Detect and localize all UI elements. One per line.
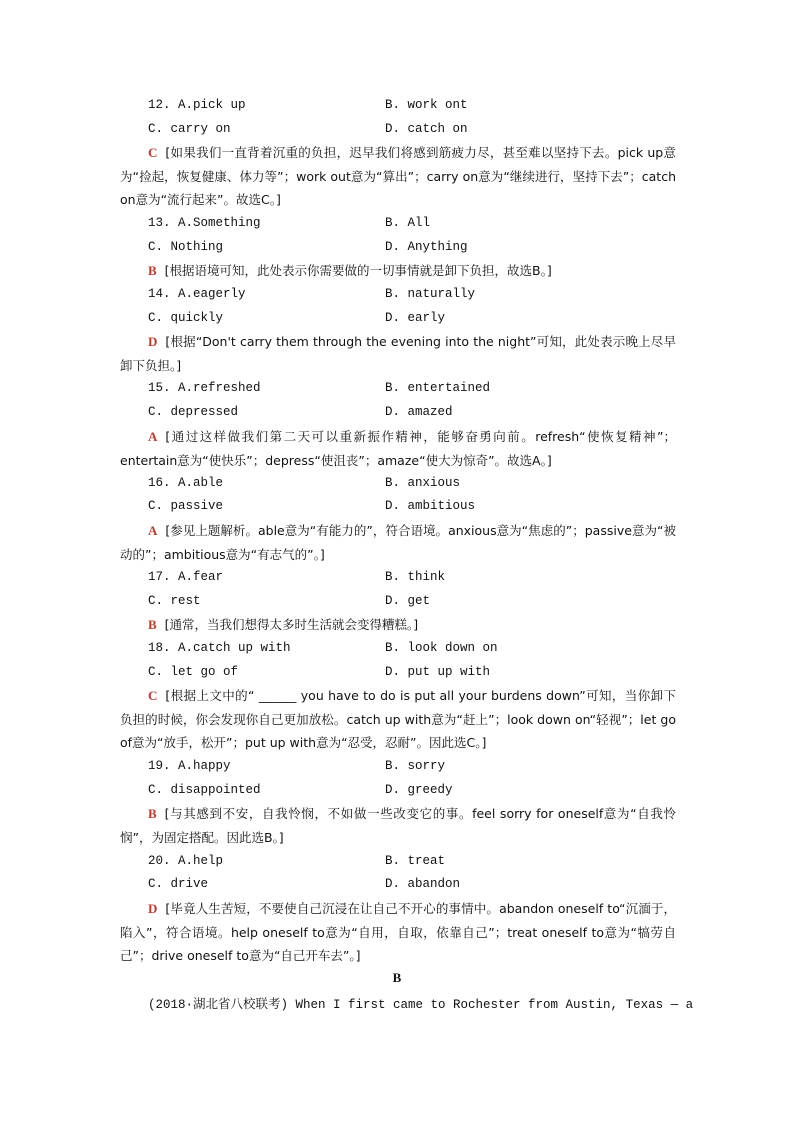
explanation-text: [参见上题解析。able意为“有能力的”，符合语境。anxious意为“焦虑的”；passive意为“被动的”；ambitious意为“有志气的”。] [120,523,676,562]
option-d: D. get [385,594,431,608]
answer-explanation [120,613,676,637]
options-row [148,476,688,500]
option-d: D. greedy [385,783,453,797]
option-d: D. catch on [385,122,468,136]
option-b: B. treat [385,854,446,868]
option-a: 13. A.Something [148,216,261,230]
option-c: C. drive [148,877,209,891]
option-b: B. look down on [385,641,498,655]
option-a: 15. A.refreshed [148,381,261,395]
explanation-text: [根据“Don't carry them through the evening into the night”可知，此处表示晚上尽早卸下负担。] [120,334,676,373]
option-a: 14. A.eagerly [148,287,246,301]
option-c: C. let go of [148,665,239,679]
explanation-text: [通过这样做我们第二天可以重新振作精神，能够奋勇向前。refresh“使恢复精神”；entertain意为“使快乐”；depress“使沮丧”；amaze“使大为惊奇”。故选A。] [120,429,676,468]
option-a: 16. A.able [148,476,224,490]
option-d: D. Anything [385,240,468,254]
answer-key: D [148,334,158,349]
options-row [148,854,688,878]
option-c: C. depressed [148,405,239,419]
option-c: C. Nothing [148,240,224,254]
option-a: 20. A.help [148,854,224,868]
answer-explanation [120,897,676,968]
option-b: B. anxious [385,476,461,490]
answer-key: B [148,617,157,632]
answer-explanation [120,330,676,377]
answer-explanation [120,141,676,212]
option-b: B. work ont [385,98,468,112]
explanation-text: [如果我们一直背着沉重的负担，迟早我们将感到筋疲力尽，甚至难以坚持下去。pick up意为“捡起，恢复健康、体力等”；work out意为“算出”；carry on意为“继续进行，坚持下去”；catch on意为“流行起来”。故选C。] [120,145,676,207]
option-b: B. sorry [385,759,446,773]
option-a: 12. A.pick up [148,98,246,112]
option-a: 19. A.happy [148,759,231,773]
explanation-text: [与其感到不安，自我怜悯，不如做一些改变它的事。feel sorry for oneself意为“自我怜悯”，为固定搭配。因此选B。] [120,806,676,845]
options-row [148,759,688,783]
answer-explanation [120,519,676,566]
options-row [148,98,688,122]
answer-explanation [120,802,676,849]
option-d: D. put up with [385,665,491,679]
answer-explanation [120,425,676,472]
options-row [148,381,688,405]
option-c: C. passive [148,499,224,513]
explanation-text: [根据上文中的“ ______ you have to do is put all your burdens down”可知，当你卸下负担的时候，你会发现你自己更加放松。catch up with意为“赶上”；look down on“轻视”；let go of意为“放手，松开”；put up with意为“忍受，忍耐”。因此选C。] [120,688,676,750]
answer-explanation [120,684,676,755]
option-c: C. disappointed [148,783,261,797]
answer-key: B [148,263,157,278]
option-d: D. ambitious [385,499,476,513]
option-c: C. rest [148,594,201,608]
options-row [148,570,688,594]
section-heading: B [392,970,402,985]
answer-explanation [120,259,676,283]
option-c: C. carry on [148,122,231,136]
option-c: C. quickly [148,311,224,325]
answer-key: B [148,806,157,821]
passage-source-line: (2018·湖北省八校联考) When I first came to Rochester from Austin, Texas — a [148,998,694,1012]
option-d: D. early [385,311,446,325]
option-d: D. abandon [385,877,461,891]
options-row [148,287,688,311]
explanation-text: [通常，当我们想得太多时生活就会变得糟糕。] [164,617,419,632]
option-d: D. amazed [385,405,453,419]
option-a: 17. A.fear [148,570,224,584]
options-row [148,216,688,240]
explanation-text: [根据语境可知，此处表示你需要做的一切事情就是卸下负担，故选B。] [164,263,552,278]
answer-key: A [148,429,158,444]
option-b: B. think [385,570,446,584]
answer-key: D [148,901,158,916]
option-b: B. entertained [385,381,491,395]
answer-key: A [148,523,158,538]
answer-key: C [148,145,158,160]
options-row [148,641,688,665]
explanation-text: [毕竟人生苦短，不要使自己沉浸在让自己不开心的事情中。abandon oneself to“沉湎于，陷入”，符合语境。help oneself to意为“自用，自取，依靠自己”；treat oneself to意为“犒劳自己”；drive oneself to意为“自己开车去”。] [120,901,676,963]
answer-key: C [148,688,158,703]
option-a: 18. A.catch up with [148,641,291,655]
option-b: B. naturally [385,287,476,301]
option-b: B. All [385,216,431,230]
